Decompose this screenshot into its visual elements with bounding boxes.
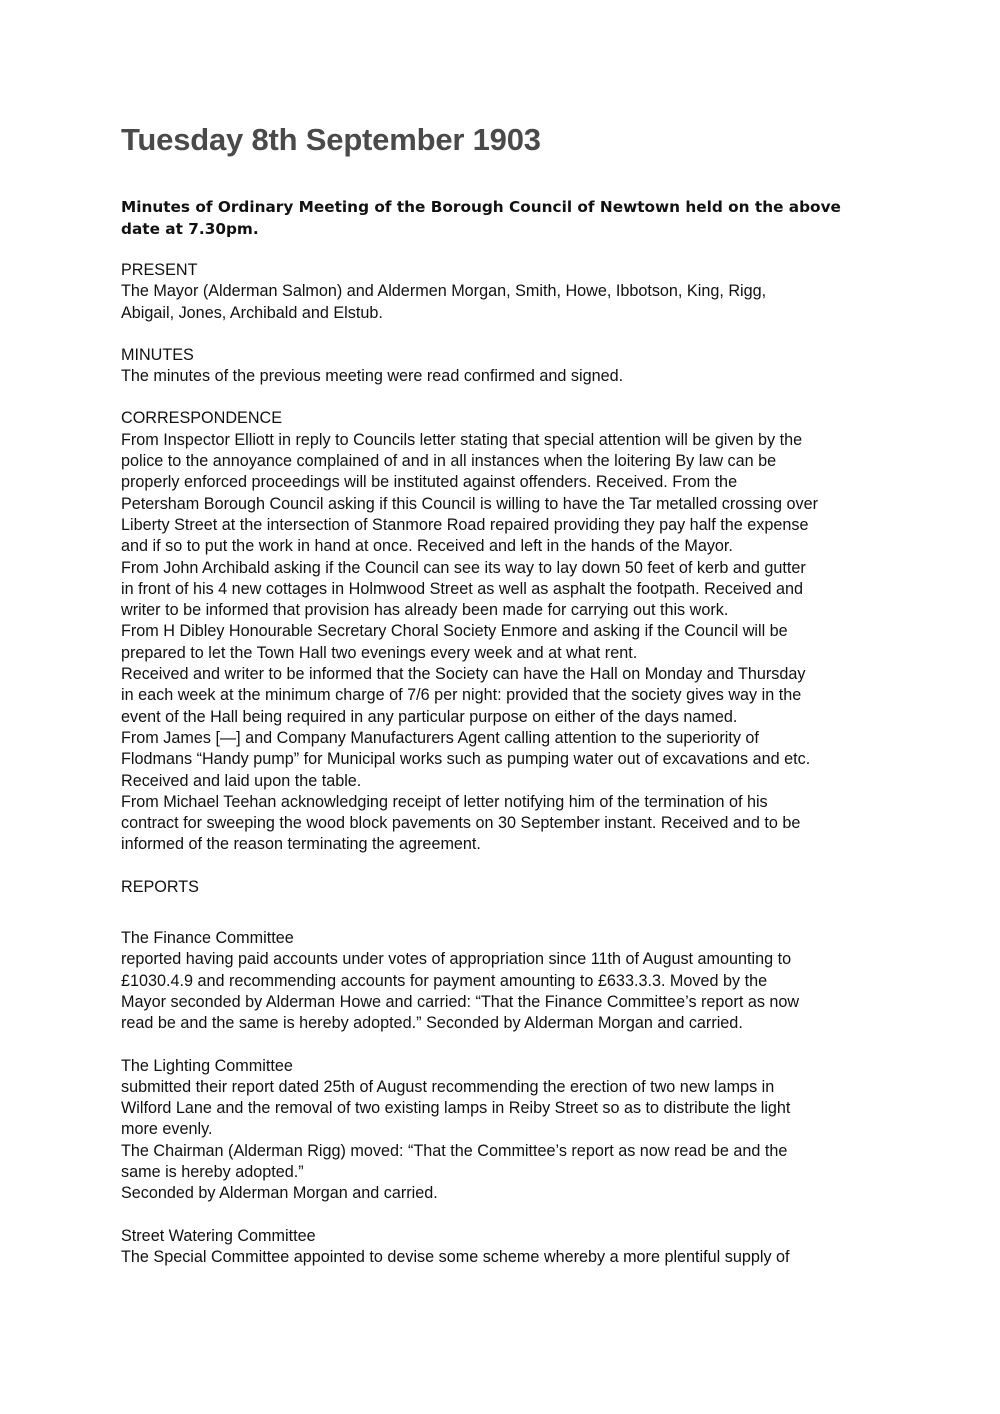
paragraph-line: prepared to let the Town Hall two evenings every week and at what rent. — [121, 643, 638, 662]
paragraph-line: Petersham Borough Council asking if this Council is willing to have the Tar metalled crossing over — [121, 494, 819, 513]
paragraph-line: Wilford Lane and the removal of two existing lamps in Reiby Street so as to distribute the light — [121, 1099, 791, 1118]
paragraph-line: From John Archibald asking if the Council can see its way to lay down 50 feet of kerb and gutter — [121, 558, 806, 577]
subsection-heading: The Lighting Committee — [121, 1056, 293, 1075]
section-heading: REPORTS — [121, 877, 199, 896]
paragraph-line: From Inspector Elliott in reply to Councils letter stating that special attention will be given by the — [121, 430, 803, 449]
paragraph-line: The Mayor (Alderman Salmon) and Aldermen Morgan, Smith, Howe, Ibbotson, King, Rigg, — [121, 282, 767, 301]
paragraph-line: same is hereby adopted.” — [121, 1162, 304, 1181]
document-page — [121, 118, 891, 1289]
paragraph-line: informed of the reason terminating the agreement. — [121, 835, 481, 854]
paragraph-line: £1030.4.9 and recommending accounts for payment amounting to £633.3.3. Moved by the — [121, 971, 768, 990]
paragraph-line: The minutes of the previous meeting were read confirmed and signed. — [121, 367, 624, 386]
paragraph-line: reported having paid accounts under votes of appropriation since 11th of August amounting to — [121, 950, 792, 969]
correspondence-section — [121, 408, 891, 855]
paragraph-line: event of the Hall being required in any particular purpose on either of the days named. — [121, 707, 738, 726]
paragraph-line: writer to be informed that provision has already been made for carrying out this work. — [121, 601, 729, 620]
section-heading: CORRESPONDENCE — [121, 409, 282, 428]
subsection-heading: Street Watering Committee — [121, 1226, 316, 1245]
lighting-committee-report — [121, 1056, 891, 1205]
paragraph-line: in front of his 4 new cottages in Holmwood Street as well as asphalt the footpath. Received and — [121, 579, 804, 598]
paragraph-line: Liberty Street at the intersection of Stanmore Road repaired providing they pay half the expense — [121, 515, 809, 534]
meeting-description-line: Minutes of Ordinary Meeting of the Borough Council of Newtown held on the above — [121, 198, 841, 216]
meeting-description-line: date at 7.30pm. — [121, 220, 259, 238]
paragraph-line: Received and laid upon the table. — [121, 771, 362, 790]
section-heading: PRESENT — [121, 261, 198, 279]
minutes-section — [121, 345, 891, 388]
paragraph-line: police to the annoyance complained of and in all instances when the loitering By law can be — [121, 452, 777, 471]
meeting-description — [121, 196, 891, 240]
paragraph-line: and if so to put the work in hand at once. Received and left in the hands of the Mayor. — [121, 537, 733, 556]
present-section — [121, 260, 891, 324]
section-heading: MINUTES — [121, 345, 194, 364]
document-title: Tuesday 8th September 1903 — [121, 122, 541, 157]
paragraph-line: From H Dibley Honourable Secretary Choral Society Enmore and asking if the Council will be — [121, 622, 788, 641]
paragraph-line: Mayor seconded by Alderman Howe and carried: “That the Finance Committee’s report as now — [121, 992, 800, 1011]
reports-section — [121, 877, 891, 898]
paragraph-line: From Michael Teehan acknowledging receipt of letter notifying him of the termination of his — [121, 792, 768, 811]
subsection-heading: The Finance Committee — [121, 929, 294, 948]
finance-committee-report — [121, 928, 891, 1034]
paragraph-line: in each week at the minimum charge of 7/6 per night: provided that the society gives way in the — [121, 686, 802, 705]
paragraph-line: Received and writer to be informed that the Society can have the Hall on Monday and Thursday — [121, 665, 806, 684]
street-watering-committee-report — [121, 1226, 891, 1269]
paragraph-line: Flodmans “Handy pump” for Municipal works such as pumping water out of excavations and etc. — [121, 750, 811, 769]
paragraph-line: contract for sweeping the wood block pavements on 30 September instant. Received and to be — [121, 814, 801, 833]
paragraph-line: Abigail, Jones, Archibald and Elstub. — [121, 303, 383, 322]
paragraph-line: From James [—] and Company Manufacturers Agent calling attention to the superiority of — [121, 728, 759, 747]
paragraph-line: The Chairman (Alderman Rigg) moved: “That the Committee’s report as now read be and the — [121, 1141, 788, 1160]
paragraph-line: properly enforced proceedings will be instituted against offenders. Received. From the — [121, 473, 738, 492]
paragraph-line: read be and the same is hereby adopted.” Seconded by Alderman Morgan and carried. — [121, 1014, 743, 1033]
paragraph-line: The Special Committee appointed to devise some scheme whereby a more plentiful supply of — [121, 1247, 790, 1266]
paragraph-line: submitted their report dated 25th of August recommending the erection of two new lamps in — [121, 1077, 775, 1096]
paragraph-line: more evenly. — [121, 1120, 213, 1139]
paragraph-line: Seconded by Alderman Morgan and carried. — [121, 1184, 438, 1203]
